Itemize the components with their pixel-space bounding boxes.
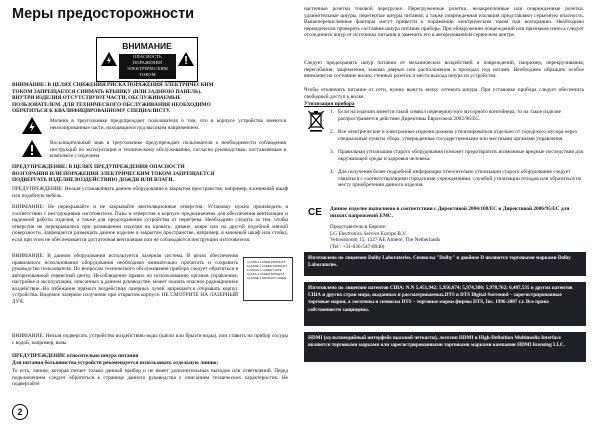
text-line: ПОЛЬЗОВАТЕЛЕМ. ДЛЯ ТЕХНИЧЕСКОГО ОБСЛУЖИВАНИЯ НЕОБХОДИМО — [12, 101, 211, 108]
list-number: 1. — [330, 109, 334, 115]
crossed-bin-icon — [308, 110, 324, 132]
lightning-description: Молния в треугольнике предупреждает пользователя о том, что в корпусе устройства имеются неизолированные части, находящиеся под высоким напряжением. — [50, 118, 286, 131]
disposal-item: Все электрические и электронные изделия должны утилизироваться отдельно от городского мусора через специальные пункты сбора, утвержденные государственными или местными органами управления. — [338, 129, 577, 142]
power-cord-text: То есть, линию, которая питает только данный прибор и не имеет дополнительных выходов или ответвлений. Перед подключением следует обратиться к странице данного руководства с описанием технических характеристик. Не подвергайте — [12, 368, 288, 387]
warning-heading: ВНИМАНИЕ — [122, 41, 172, 51]
lightning-triangle-icon — [101, 52, 117, 66]
ce-mark: CE — [308, 207, 322, 218]
power-cord-subheading: Для питания большинства устройств рекомендуется использовать отдельную линию; — [12, 360, 219, 366]
dts-notice: Изготовлено по лицензии патентов США: N.N 5,451,942; 5,956,674; 5,974,380; 5,978,762; 6,487,535 и других патентов США и других стран мира, выданных и рассматриваемых.DTS и DTS Digital Surround – зарегистрированные торговые марки, а логотипы и символы DTS – торговые марки фирмы DTS, Inc. 1996-2007 г.г. Все права собственности защищены. — [304, 282, 586, 326]
warning-line: ЭЛЕКТРИЧЕСКИМ ТОКОМ — [126, 66, 169, 77]
warning-line: НЕ ОТКРЫВАТЬ — [129, 78, 166, 83]
lightning-triangle-icon — [22, 117, 42, 134]
water-warning: ВНИМАНИЕ: Нельзя подвергать устройство воздействию воды (капли или брызги воды), или ставить на прибор сосуды с водой, например, вазы. — [12, 333, 288, 346]
list-number: 3. — [330, 149, 334, 155]
text-line: ОБРАТИТЬСЯ К КВАЛИФИЦИРОВАННОМУ СПЕЦИАЛИСТУ. — [12, 108, 171, 114]
disposal-item: Если на изделии имеется такой символ перечеркнутого мусорного контейнера, то на такое изделие распространяется действие Директивы Евросоюза 2002/96/ЕС. — [338, 109, 561, 122]
warning-box — [96, 37, 198, 82]
text-line: ПОДВЕРГАТЬ ИЗДЕЛИЕ ВОЗДЕЙСТВИЮ ДОЖДЯ ИЛИ ВЛАГИ. — [12, 177, 174, 183]
exclamation-triangle-icon — [22, 140, 42, 157]
warning-banner — [119, 54, 176, 83]
laser-label-line: CLASS 1 LASER PRODUCT — [247, 260, 286, 264]
page-number: 2 — [12, 404, 28, 420]
text-line: LG Electronics Service Europe B.V. — [330, 230, 407, 237]
power-cord-heading: ПРЕДУПРЕЖДЕНИЕ относительно шнура питания — [12, 353, 139, 359]
warning-line: ОПАСНОСТЬ ПОРАЖЕНИЯ — [132, 54, 163, 65]
prevention-paragraph — [12, 164, 288, 184]
hdmi-notice: HDMI (мультимедийный интерфейс высокой четкости), логотип HDMI и High-Definition Multimedia Interface являются торговыми марками или зарегистрированными торговыми марками компании HDMI licensing LLC. — [304, 332, 586, 362]
dolby-notice: Изготовлено по лицензии Dolby Laboratories. Символы "Dolby" и двойное D являются торговыми марками Dolby Laboratories. — [304, 252, 586, 276]
laser-label-line: KLASS 1 LASER APPARAT — [247, 272, 285, 276]
text-line: Представитель в Европе: — [330, 224, 387, 230]
cord-protection-paragraph: Следует предохранять шнур питания от механических воздействий и повреждений, например, перекручивания, перегибания, защемления, зажима дверью или расположения в проходах под ногами. Необходимо обращать особое внимание на состояние вилок, стенных розеток и места выхода шнура из устройства. — [304, 60, 584, 79]
list-number: 4. — [330, 169, 334, 175]
list-number: 2. — [330, 129, 334, 135]
text-line: (Tel : +31-036-547-8940) — [330, 243, 385, 250]
laser-label-line: LUOKAN 1 LASER LAITE — [247, 268, 282, 272]
text-line: ТОКОМ ЗАПРЕЩАЕТСЯ СНИМАТЬ КРЫШКУ (ИЛИ ЗАДНЮЮ ПАНЕЛЬ). — [12, 88, 202, 95]
disposal-item: Правильная утилизация старого оборудования поможет предотвратить возможные вредные последствия для окружающей среды и здоровья человека. — [338, 149, 583, 162]
installation-warning: ПРЕДУПРЕЖДЕНИЕ: Нельзя устанавливать данное оборудование в закрытом пространстве, например, в книжный шкаф или подобную мебель. — [12, 186, 288, 199]
laser-label-line: CLASSE 1 PRODUIT LASER — [247, 276, 287, 280]
text-line: ВНИМАНИЕ: В ЦЕЛЯХ СНИЖЕНИЯ РИСКА ПОРАЖЕНИЯ ЭЛЕКТРИЧЕСКИМ — [12, 82, 214, 88]
disposal-heading: Утилизация прибора — [304, 101, 355, 107]
eu-representative — [330, 224, 586, 250]
page-title: Меры предосторожности — [12, 6, 195, 22]
text-line: ВОЗГОРАНИЯ ИЛИ ПОРАЖЕНИЯ ЭЛЕКТРИЧЕСКИМ ТОКОМ ЗАПРЕЩАЕТСЯ — [12, 170, 215, 177]
ce-compliance-text: Данное изделие выполнено в соответствии с Директивой 2004/108/EC и Директивой 2006/95/EC для низких напряжений EMC. — [330, 206, 570, 219]
warning-paragraph — [12, 82, 288, 115]
exclamation-description: Восклицательный знак в треугольнике предупреждает пользователя о необходимости соблюдения инструкций по эксплуатации и техническому обслуживанию, согласно руководствам, поставляемым в комплекте с изделием. — [50, 140, 286, 159]
disconnect-paragraph: Чтобы отключить питание от сети, нужно вынуть вилку сетевого шнура. При установке прибора следует обеспечить свободный доступ к вилке. — [304, 87, 584, 100]
laser-class-label — [243, 257, 293, 301]
text-line: ВНУТРИ ИЗДЕЛИЯ ОТСУТСТВУЮТ ЧАСТИ, ОБСЛУЖИВАЕМЫЕ — [12, 95, 181, 101]
laser-warning: ВНИМАНИЕ: В данном оборудовании используется лазерная система. В целях обеспечения правильного использования оборудования необходимо внимательно прочитать и сохранить руководство пользователя. По вопросам технического обслуживания прибора следует обратиться в авторизованный сервисный центр. Несоблюдение правил по использованию органов управления, настройке и эксплуатации, описанных в данном руководстве, может оказать опасное радиационное воздействие. Во избежание прямого воздействия лазерных лучей запрещается открывать корпус устройства. Видимое лазерное излучение при открытом корпусе. НЕ СМОТРИТЕ НА ЛАЗЕРНЫЙ ЛУЧ. — [12, 253, 238, 305]
text-line: ПРЕДУПРЕЖДЕНИЕ: В ЦЕЛЯХ ПРЕДУПРЕЖДЕНИЯ ОПАСНОСТИ — [12, 164, 185, 170]
text-line: Veluwezoom 15, 1327 AE Almere, The Netherlands — [330, 237, 441, 243]
laser-label-line: KLASSE 1 LASER PRODUKT — [247, 264, 288, 268]
exclamation-triangle-icon — [178, 52, 194, 66]
outlet-paragraph: настенные розетки токовой перегрузке. Перегруженные розетки, незакрепленные или поврежденные розетки, удлинительные шнуры, перетертые шнуры питания, а также поврежденная изоляция представляют серьезную опасность. Вышеперечисленные факторы могут привести к поражению электрическим током или возгоранию. Необходимо периодически проверять состояние шнура питания прибора. При обнаружении повреждений или признаков износа следует отсоединить шнур от источника питания и заменить его в авторизованном сервисном центре. — [304, 6, 584, 38]
ventilation-warning: ВНИМАНИЕ: Не перекрывайте и не закрывайте вентиляционные отверстия. Установку нужно производить в соответствии с инструкциями изготовителя. Пазы и отверстия в корпусе предназначены для обеспечения вентиляции и надежной работы изделия, а также для предохранения устройства от перегрева. Необходимо следить за тем, чтобы отверстия не перекрывались при размещении изделия на кровати, диване, ковре или на другой подобной мягкой поверхности. Запрещается размещать данное изделие в закрытом пространстве, например, в книжный шкаф или стойку, если при этом не обеспечивается достаточная вентиляция или не соблюдаются инструкции изготовителя. — [12, 204, 288, 243]
disposal-item: Для получения более подробной информации относительно утилизации старого оборудования следует связаться с соответствующими городскими учреждениями, службой утилизации отходов или обратиться по месту приобретения данного изделия. — [338, 169, 582, 188]
